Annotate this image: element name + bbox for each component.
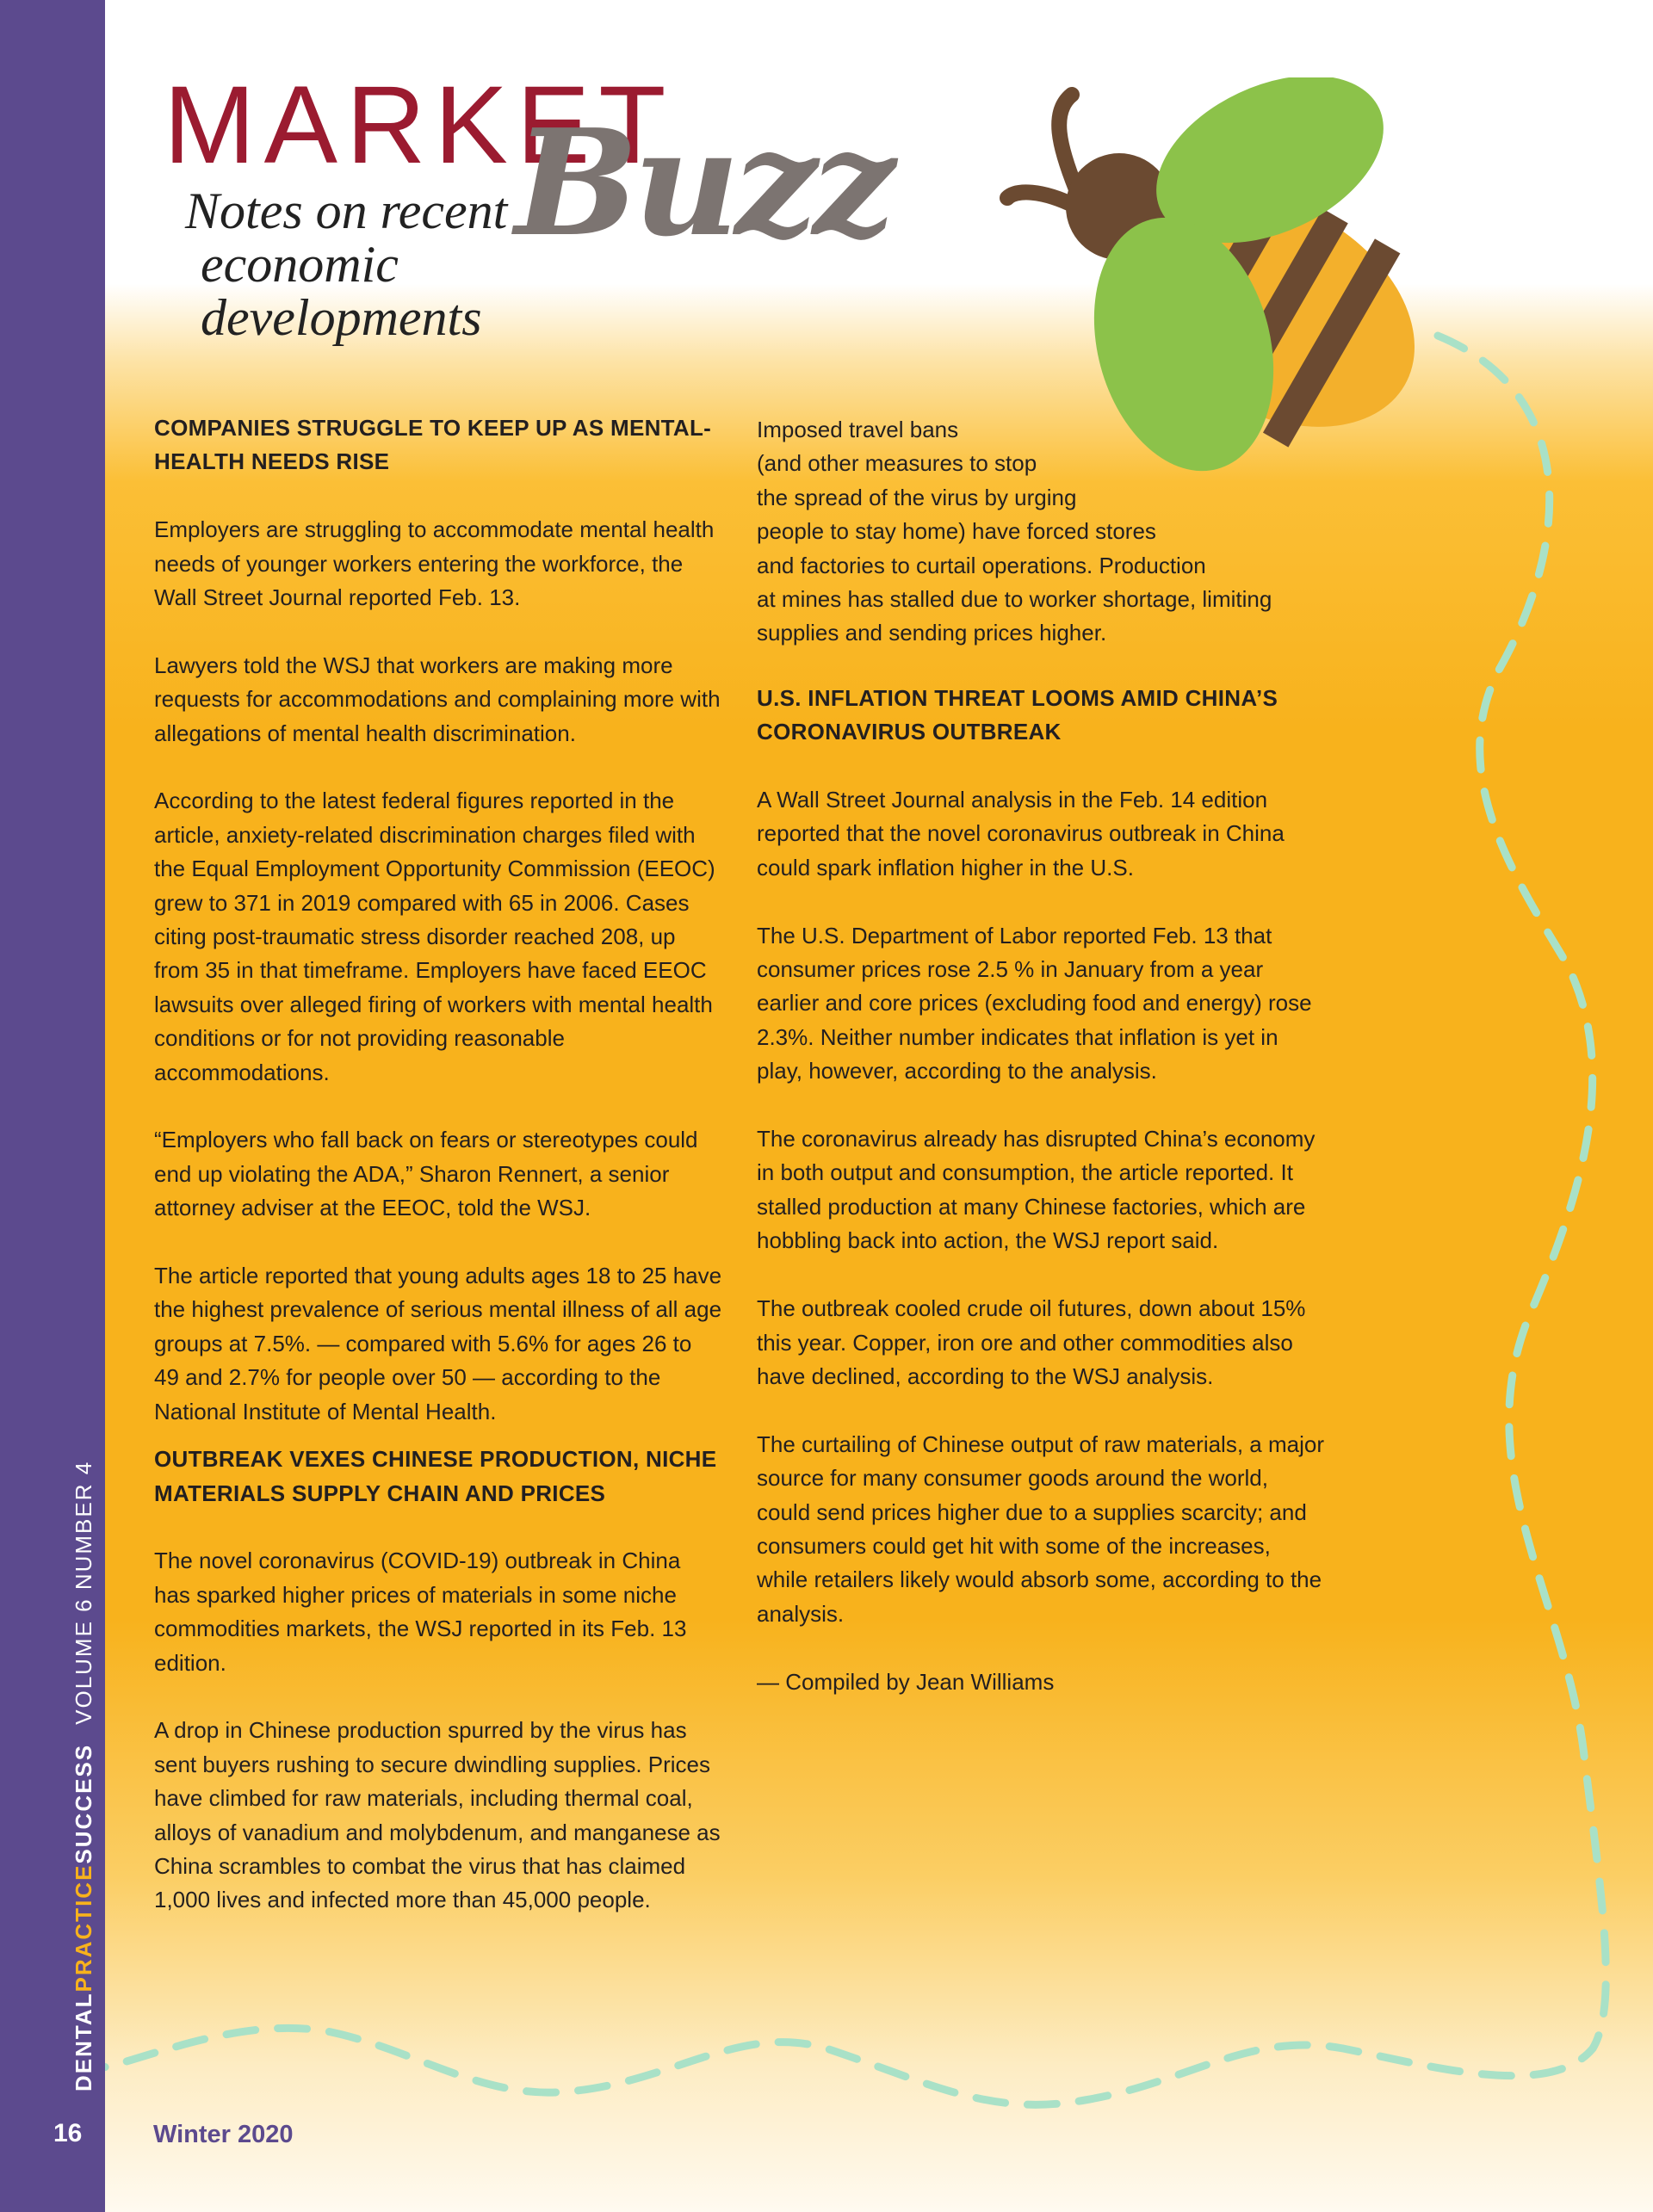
subtitle-line-1: Notes on recent	[185, 182, 508, 239]
pub-name-practice: PRACTICE	[71, 1863, 96, 1993]
paragraph-wrapped	[757, 413, 1325, 651]
paragraph: “Employers who fall back on fears or stereotypes could end up violating the ADA,” Sharon Rennert, a senior attorney adviser at the EEOC, told the WSJ.	[154, 1127, 698, 1221]
heading-mental-health: COMPANIES STRUGGLE TO KEEP UP AS MENTAL-HEALTH NEEDS RISE	[154, 415, 712, 475]
heading-outbreak-production: OUTBREAK VEXES CHINESE PRODUCTION, NICHE MATERIALS SUPPLY CHAIN AND PRICES	[154, 1446, 717, 1506]
title-buzz: Buzz	[515, 97, 891, 269]
paragraph: Lawyers told the WSJ that workers are making more requests for accommodations and complaining more with allegations of mental health discrimination.	[154, 652, 721, 746]
pub-name-success: SUCCESS	[71, 1743, 96, 1864]
volume-label: VOLUME 6 NUMBER 4	[71, 1460, 96, 1725]
paragraph: The novel coronavirus (COVID-19) outbreak in China has sparked higher prices of materials in some niche commodities markets, the WSJ reported in its Feb. 13 edition.	[154, 1548, 687, 1676]
page-number: 16	[53, 2119, 83, 2147]
paragraph: Employers are struggling to accommodate mental health needs of younger workers entering the workforce, the Wall Street Journal reported Feb. 13.	[154, 516, 715, 611]
line: and factories to curtail operations. Production	[757, 552, 1206, 578]
line: (and other measures to stop	[757, 450, 1037, 477]
paragraph: The article reported that young adults ages 18 to 25 have the highest prevalence of serious mental illness of all age groups at 7.5%. — compared with 5.6% for ages 26 to 49 and 2.7% for people over 50 — according to the National Institute of Mental Health.	[154, 1263, 722, 1424]
line: people to stay home) have forced stores	[757, 518, 1156, 545]
sidebar	[0, 0, 105, 2212]
paragraph: The U.S. Department of Labor reported Feb. 13 that consumer prices rose 2.5 % in January from a year earlier and core prices (excluding food and energy) rose 2.3%. Neither number indicates that inflation is yet in play, however, according to the analysis.	[757, 922, 1312, 1084]
line: at mines has stalled due to worker shortage, limiting	[757, 586, 1272, 613]
article-column-left	[154, 411, 722, 1951]
publication-label	[71, 1461, 97, 2092]
line: the spread of the virus by urging	[757, 484, 1077, 510]
paragraph: A drop in Chinese production spurred by the virus has sent buyers rushing to secure dwindling supplies. Prices have climbed for raw materials, including thermal coal, alloys of vanadium and molybdenum, and manganese as China scrambles to combat the virus that has claimed 1,000 lives and infected more than 45,000 people.	[154, 1717, 721, 1913]
paragraph: The coronavirus already has disrupted China’s economy in both output and consumption, the article reported. It stalled production at many Chinese factories, which are hobbling back into action, the WSJ report said.	[757, 1126, 1316, 1254]
article-column-right	[757, 413, 1325, 1733]
page-subtitle	[185, 184, 667, 344]
heading-inflation-threat: U.S. INFLATION THREAT LOOMS AMID CHINA’S CORONAVIRUS OUTBREAK	[757, 684, 1278, 745]
paragraph: A Wall Street Journal analysis in the Feb. 14 edition reported that the novel coronavirus outbreak in China could spark inflation higher in the U.S.	[757, 787, 1285, 880]
paragraph: The curtailing of Chinese output of raw materials, a major source for many consumer goods around the world, could send prices higher due to a supplies scarcity; and consumers could get hit with some of the increases, while retailers likely would absorb some, according to the analysis.	[757, 1430, 1324, 1627]
line: supplies and sending prices higher.	[757, 620, 1107, 646]
paragraph: According to the latest federal figures reported in the article, anxiety-related discrimination charges filed with the Equal Employment Opportunity Commission (EEOC) grew to 371 in 2019 compared with 65 in 2006. Cases citing post-traumatic stress disorder reached 208, up from 35 in that timeframe. Employers have faced EEOC lawsuits over alleged firing of workers with mental health conditions or for not providing reasonable accommodations.	[154, 788, 715, 1085]
title-market: MARKET	[164, 64, 675, 187]
line: Imposed travel bans	[757, 417, 959, 442]
paragraph: The outbreak cooled crude oil futures, down about 15% this year. Copper, iron ore and other commodities also have declined, according to the WSJ analysis.	[757, 1295, 1306, 1389]
byline: — Compiled by Jean Williams	[757, 1668, 1055, 1695]
subtitle-line-2: economic developments	[201, 236, 482, 346]
issue-season: Winter 2020	[153, 2121, 294, 2148]
pub-name-dental: DENTAL	[71, 1992, 96, 2092]
